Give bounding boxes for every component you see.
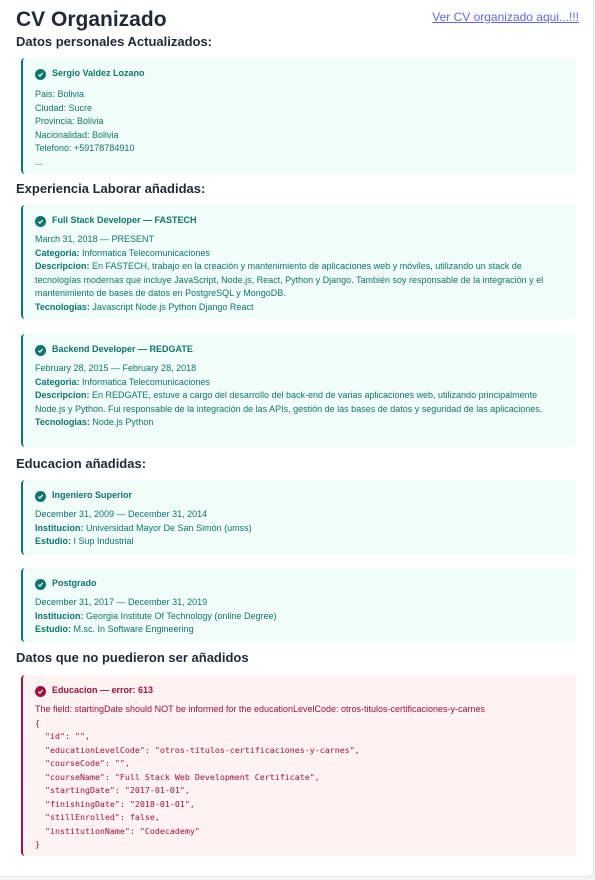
check-circle-icon — [35, 345, 46, 356]
section-title-experience: Experiencia Laborar añadidas: — [16, 181, 206, 196]
error-message: The field: startingDate should NOT be informed for the educationLevelCode: otros-titulos-certificaciones-y-carnes — [35, 704, 486, 714]
experience-descripcion: En REDGATE, estuve a cargo del desarrollo del back-end de varias aplicaciones web, utilizando principalmente Node.js y Python. Fui responsable de la integración de las APIs, gestión de las bases de datos y seguridad de las aplicaciones. — [35, 390, 543, 414]
error-circle-icon — [35, 686, 46, 697]
page-title: CV Organizado — [16, 8, 167, 31]
error-title: Educacion — error: 613 — [52, 685, 154, 696]
personal-line: Nacionalidad: Bolivia — [35, 129, 119, 140]
tecnologias-label: Tecnologias: — [35, 301, 90, 312]
education-card — [21, 480, 576, 555]
check-circle-icon — [35, 579, 46, 590]
descripcion-label: Descripcion: — [35, 261, 90, 271]
experience-categoria: Informatica Telecomunicaciones — [82, 376, 210, 387]
personal-name: Sergio Valdez Lozano — [52, 68, 145, 79]
personal-line: Ciudad: Sucre — [35, 102, 93, 113]
experience-descripcion: En FASTECH, trabajo en la creación y mantenimiento de aplicaciones web y móviles, utilizando un stack de tecnologías modernas que incluye JavaScript, Node.js, React, Python y Django. También soy responsable de la integración y el mantenimiento de bases de datos en PostgreSQL y MongoDB. — [35, 261, 544, 298]
personal-line: Provincia: Bolivia — [35, 116, 104, 126]
estudio-label: Estudio: — [35, 536, 71, 546]
education-card — [21, 568, 576, 642]
education-estudio: M.sc. In Software Engineering — [73, 624, 194, 634]
section-title-failed: Datos que no puedieron ser añadidos — [16, 650, 249, 665]
education-institucion: Georgia Institute Of Technology (online Degree) — [86, 610, 277, 621]
experience-categoria: Informatica Telecomunicaciones — [82, 247, 210, 258]
experience-dates: February 28, 2015 — February 28, 2018 — [35, 363, 197, 373]
error-json: { "id": "", "educationLevelCode": "otros-titulos-certificaciones-y-carnes", "courseCode": "", "courseName": "Full Stack Web Development Certificate", "startingDate": "2017-01-01", "finishingDate": "2018-01-01", "stillEnrolled": false, "institutionName": "Codecademy" } — [35, 717, 360, 849]
personal-card-header — [35, 67, 566, 81]
estudio-label: Estudio: — [35, 624, 71, 634]
header — [16, 6, 579, 36]
view-cv-link[interactable]: Ver CV organizado aqui...!!! — [432, 10, 579, 24]
check-circle-icon — [35, 216, 46, 227]
experience-card — [21, 334, 576, 447]
personal-line: ... — [35, 156, 43, 167]
education-estudio: I Sup Industrial — [73, 536, 134, 546]
personal-line: Telefono: +59178784910 — [35, 143, 135, 153]
education-dates: December 31, 2017 — December 31, 2019 — [35, 597, 208, 607]
experience-tecnologias: Node.js Python — [92, 417, 154, 427]
error-card — [21, 675, 576, 856]
personal-line: Pais: Bolivia — [35, 89, 85, 99]
section-title-personal: Datos personales Actualizados: — [16, 34, 213, 49]
education-institucion: Universidad Mayor De San Simón (umss) — [86, 522, 252, 533]
education-title: Ingeniero Superior — [52, 490, 133, 501]
check-circle-icon — [35, 69, 46, 80]
experience-tecnologias: Javascript Node.js Python Django React — [92, 301, 254, 312]
experience-title: Backend Developer — REDGATE — [52, 344, 193, 355]
education-title: Postgrado — [52, 578, 97, 589]
categoria-label: Categoria: — [35, 376, 80, 387]
tecnologias-label: Tecnologias: — [35, 417, 90, 427]
education-dates: December 31, 2009 — December 31, 2014 — [35, 509, 208, 519]
descripcion-label: Descripcion: — [35, 390, 90, 400]
personal-card — [21, 58, 576, 174]
institucion-label: Institucion: — [35, 610, 84, 621]
section-title-education: Educacion añadidas: — [16, 456, 147, 471]
experience-title: Full Stack Developer — FASTECH — [52, 215, 197, 226]
categoria-label: Categoria: — [35, 247, 80, 258]
experience-dates: March 31, 2018 — PRESENT — [35, 234, 155, 244]
experience-card — [21, 205, 576, 319]
check-circle-icon — [35, 491, 46, 502]
institucion-label: Institucion: — [35, 522, 84, 533]
